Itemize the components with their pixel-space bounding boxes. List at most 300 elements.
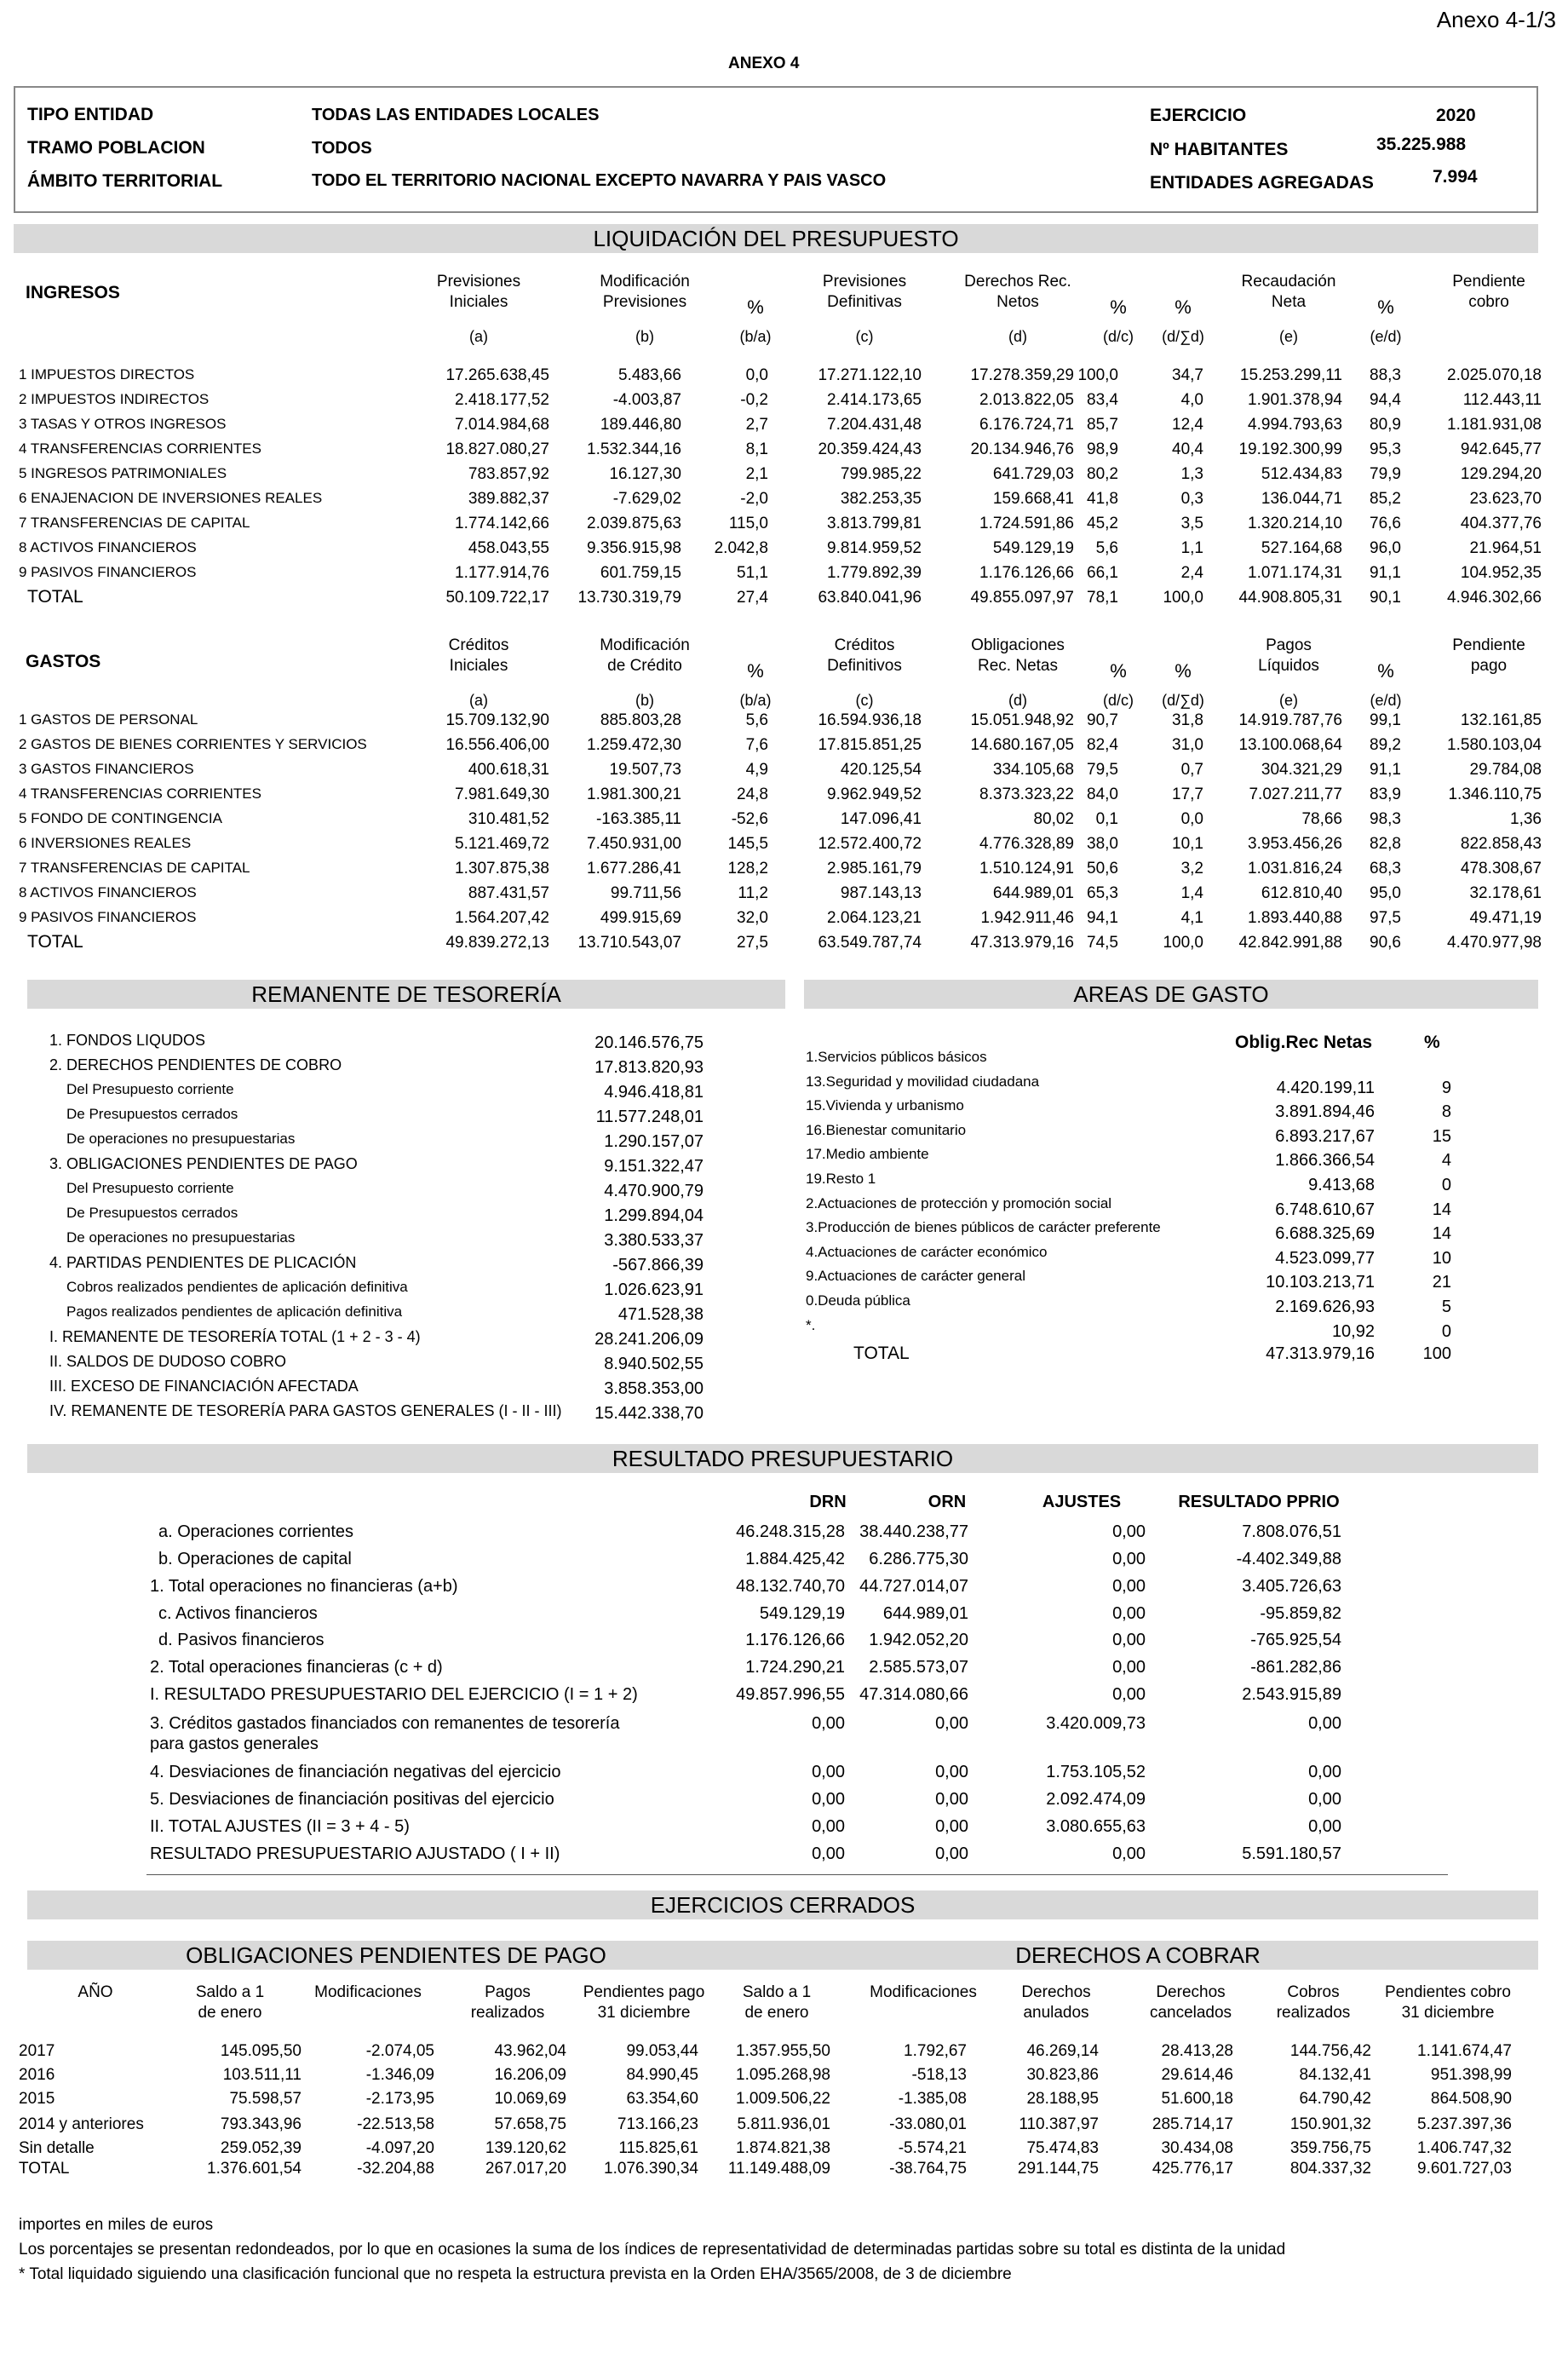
gastos_headers-header-1-0: Modificación	[600, 636, 690, 654]
gastos_rows-row-5-col-6: 38,0	[1087, 835, 1118, 853]
cerrados-header-10-1: 31 diciembre	[1401, 2004, 1495, 2022]
gastos_headers-header-8-0: %	[1377, 660, 1394, 682]
ingresos_rows-row-0-col-3: 0,0	[745, 366, 768, 384]
area-row-5-value: 9.413,68	[1308, 1176, 1375, 1194]
area-row-6-value: 6.748.610,67	[1275, 1200, 1375, 1219]
gastos_rows-row-7-col-4: 987.143,13	[840, 884, 922, 902]
remanente-row-0-label: 1. FONDOS LIQUDOS	[49, 1032, 206, 1049]
ingresos_rows-row-4-col-2: 16.127,30	[609, 465, 681, 483]
cerrados-row-3-col-9: 150.901,32	[1289, 2115, 1371, 2133]
gastos_rows-row-1-col-8: 13.100.068,64	[1238, 736, 1342, 754]
agregadas-value: 7.994	[1433, 167, 1478, 187]
remanente-row-10-label: Cobros realizados pendientes de aplicación definitiva	[66, 1279, 408, 1295]
resultado-row-8-col-2: 0,00	[935, 1763, 968, 1781]
area-row-8-value: 4.523.099,77	[1275, 1248, 1375, 1268]
ingresos_rows-row-3-col-7: 40,4	[1172, 440, 1203, 458]
ingresos_headers-header-9-1: cobro	[1468, 293, 1509, 311]
gastos_rows-row-4-col-5: 80,02	[1033, 810, 1074, 828]
ingresos_headers-header-7-2: (e)	[1279, 328, 1298, 345]
cerrados-header-9-0: Cobros	[1287, 1983, 1340, 2001]
areas-col-pct: %	[1424, 1033, 1440, 1052]
gastos_rows-row-5-col-4: 12.572.400,72	[818, 835, 922, 853]
gastos_headers-header-9-1: pago	[1470, 657, 1508, 675]
gastos_rows-row-0-col-8: 14.919.787,76	[1238, 711, 1342, 729]
resultado-row-11-col-3: 0,00	[1112, 1844, 1146, 1863]
resultado-row-2-col-4: 3.405.726,63	[1242, 1577, 1341, 1596]
ingresos_rows-row-6-col-6: 45,2	[1087, 515, 1118, 532]
resultado-bottom-rule	[146, 1874, 1448, 1875]
cerrados-row-2-col-9: 64.790,42	[1299, 2090, 1371, 2108]
cerrados-row-5-col-6: -38.764,75	[889, 2160, 967, 2178]
gastos_headers-header-4-0: Obligaciones	[971, 636, 1065, 654]
tramo-label: TRAMO POBLACION	[27, 138, 205, 158]
gastos_rows-row-2-col-5: 334.105,68	[992, 761, 1074, 779]
cerrados-row-4-col-2: -4.097,20	[365, 2139, 434, 2157]
resultado-row-11-col-1: 0,00	[812, 1844, 845, 1863]
gastos_headers-header-6-0: %	[1175, 660, 1192, 682]
ingresos_rows-row-0-col-1: 17.265.638,45	[445, 366, 549, 384]
ingresos_rows-row-9-col-10: 4.946.302,66	[1447, 589, 1542, 607]
gastos_rows-row-6-col-8: 1.031.816,24	[1248, 860, 1342, 878]
cerrados-row-5-col-2: -32.204,88	[357, 2160, 434, 2178]
gastos_headers-header-5-2: (d/c)	[1103, 692, 1134, 709]
ingresos_rows-row-6-label: 7 TRANSFERENCIAS DE CAPITAL	[19, 515, 250, 531]
gastos_rows-row-7-col-7: 1,4	[1180, 884, 1203, 902]
gastos_headers-header-3-2: (c)	[855, 692, 874, 709]
area-row-3-label: 16.Bienestar comunitario	[806, 1121, 967, 1138]
ingresos_rows-row-3-col-9: 95,3	[1370, 440, 1401, 458]
resultado-title: RESULTADO PRESUPUESTARIO	[27, 1444, 1538, 1473]
area-row-10-value: 2.169.626,93	[1275, 1298, 1375, 1316]
gastos_rows-row-6-col-1: 1.307.875,38	[455, 860, 549, 878]
resultado-row-9-col-1: 0,00	[812, 1790, 845, 1809]
ingresos_rows-row-7-col-8: 527.164,68	[1261, 539, 1342, 557]
ingresos_rows-row-7-col-7: 1,1	[1180, 539, 1203, 557]
ingresos_rows-row-8-col-1: 1.177.914,76	[455, 564, 549, 582]
cerrados-row-3-col-10: 5.237.397,36	[1417, 2115, 1512, 2133]
ingresos_rows-row-3-col-4: 20.359.424,43	[818, 440, 922, 458]
ingresos_rows-row-0-col-10: 2.025.070,18	[1447, 366, 1542, 384]
area-row-1-label: 13.Seguridad y movilidad ciudadana	[806, 1073, 1040, 1090]
ingresos_rows-row-2-col-9: 80,9	[1370, 416, 1401, 434]
cerrados-row-4-label: Sin detalle	[19, 2139, 95, 2157]
cerrados-row-1-col-2: -1.346,09	[365, 2066, 434, 2084]
ingresos_rows-row-1-col-6: 83,4	[1087, 391, 1118, 409]
gastos_rows-row-7-col-5: 644.989,01	[992, 884, 1074, 902]
ingresos_rows-row-4-col-1: 783.857,92	[468, 465, 549, 483]
gastos_rows-row-0-col-7: 31,8	[1172, 711, 1203, 729]
annex-page-label: Anexo 4-1/3	[1436, 7, 1556, 32]
ingresos_rows-row-4-col-6: 80,2	[1087, 465, 1118, 483]
ingresos_rows-row-2-label: 3 TASAS Y OTROS INGRESOS	[19, 416, 227, 432]
cerrados-row-4-col-3: 139.120,62	[485, 2139, 566, 2157]
gastos_rows-row-2-col-6: 79,5	[1087, 761, 1118, 779]
cerrados-row-1-col-1: 103.511,11	[222, 2066, 302, 2084]
remanente-row-14-value: 3.858.353,00	[604, 1379, 704, 1398]
cerrados-row-5-col-8: 425.776,17	[1152, 2160, 1233, 2178]
liquidacion-title: LIQUIDACIÓN DEL PRESUPUESTO	[14, 224, 1538, 253]
resultado-row-9-col-2: 0,00	[935, 1790, 968, 1809]
cerrados-row-4-col-10: 1.406.747,32	[1417, 2139, 1512, 2157]
note-functional: * Total liquidado siguiendo una clasificación funcional que no respeta la estructura prevista en la Orden EHA/3565/2008, de 3 de diciembre	[19, 2265, 1012, 2283]
gastos_rows-row-1-col-6: 82,4	[1087, 736, 1118, 754]
resultado-row-2-col-3: 0,00	[1112, 1577, 1146, 1596]
resultado-row-3-label: c. Activos financieros	[158, 1604, 318, 1623]
area-row-1-value: 4.420.199,11	[1276, 1078, 1375, 1097]
resultado-row-2-col-1: 48.132.740,70	[736, 1577, 845, 1596]
cerrados-header-3-0: Pagos	[485, 1983, 531, 2001]
gastos_rows-row-1-col-7: 31,0	[1172, 736, 1203, 754]
gastos_rows-row-9-col-7: 100,0	[1163, 934, 1203, 952]
ingresos_headers-header-3-1: Definitivas	[827, 293, 902, 311]
cerrados-row-3-col-5: 5.811.936,01	[737, 2115, 830, 2133]
ingresos_rows-row-8-col-5: 1.176.126,66	[979, 564, 1074, 582]
cerrados-row-3-col-8: 285.714,17	[1152, 2115, 1233, 2133]
resultado-row-0-col-2: 38.440.238,77	[859, 1522, 968, 1541]
remanente-row-7-value: 1.299.894,04	[604, 1206, 704, 1225]
ingresos_rows-row-0-col-4: 17.271.122,10	[818, 366, 922, 384]
ingresos_rows-row-7-label: 8 ACTIVOS FINANCIEROS	[19, 539, 197, 555]
ingresos_rows-row-8-col-7: 2,4	[1180, 564, 1203, 582]
cerrados-row-0-col-4: 99.053,44	[626, 2042, 698, 2060]
resultado-header-2: AJUSTES	[1042, 1493, 1122, 1511]
ingresos_headers-header-1-0: Modificación	[600, 273, 690, 291]
note-units: importes en miles de euros	[19, 2216, 214, 2234]
gastos_rows-row-9-col-2: 13.710.543,07	[577, 934, 681, 952]
cerrados-row-1-col-6: -518,13	[911, 2066, 967, 2084]
gastos_rows-row-2-col-1: 400.618,31	[468, 761, 549, 779]
ingresos_rows-row-6-col-4: 3.813.799,81	[827, 515, 922, 532]
tramo-value: TODOS	[312, 139, 372, 158]
resultado-row-6-label: I. RESULTADO PRESUPUESTARIO DEL EJERCICIO (I = 1 + 2)	[150, 1685, 638, 1704]
gastos_rows-row-6-col-2: 1.677.286,41	[587, 860, 681, 878]
ingresos_rows-row-7-col-5: 549.129,19	[992, 539, 1074, 557]
cerrados-row-5-col-5: 11.149.488,09	[727, 2160, 830, 2178]
ingresos_rows-row-3-col-8: 19.192.300,99	[1238, 440, 1342, 458]
ingresos_rows-row-0-col-2: 5.483,66	[618, 366, 681, 384]
gastos_rows-row-3-label: 4 TRANSFERENCIAS CORRIENTES	[19, 785, 261, 802]
gastos_rows-row-1-col-2: 1.259.472,30	[587, 736, 681, 754]
area-row-9-pct: 21	[1432, 1273, 1451, 1292]
gastos_rows-row-0-col-9: 99,1	[1370, 711, 1401, 729]
remanente-row-9-value: -567.866,39	[612, 1256, 704, 1275]
cerrados-row-4-col-6: -5.574,21	[898, 2139, 967, 2157]
cerrados-row-1-col-7: 30.823,86	[1026, 2066, 1099, 2084]
cerrados-row-0-label: 2017	[19, 2042, 55, 2060]
area-row-11-label: *.	[806, 1316, 816, 1333]
gastos_rows-row-4-label: 5 FONDO DE CONTINGENCIA	[19, 810, 222, 826]
ingresos_rows-row-1-col-3: -0,2	[740, 391, 768, 409]
gastos_rows-row-9-col-10: 4.470.977,98	[1447, 934, 1542, 952]
ingresos_rows-row-2-col-5: 6.176.724,71	[979, 416, 1074, 434]
gastos_rows-row-4-col-3: -52,6	[731, 810, 768, 828]
ingresos_rows-row-3-col-6: 98,9	[1087, 440, 1118, 458]
ingresos_rows-row-5-col-3: -2,0	[740, 490, 768, 508]
resultado-row-1-col-2: 6.286.775,30	[869, 1550, 968, 1568]
cerrados-row-0-col-7: 46.269,14	[1026, 2042, 1099, 2060]
gastos_rows-row-2-col-4: 420.125,54	[840, 761, 922, 779]
gastos_headers-header-1-2: (b)	[635, 692, 654, 709]
cerrados-row-2-col-4: 63.354,60	[626, 2090, 698, 2108]
areas-title: AREAS DE GASTO	[804, 980, 1538, 1009]
gastos_rows-row-0-col-10: 132.161,85	[1460, 711, 1542, 729]
ingresos_rows-row-3-col-5: 20.134.946,76	[970, 440, 1074, 458]
ingresos_headers-header-5-2: (d/c)	[1103, 328, 1134, 345]
gastos_rows-row-7-label: 8 ACTIVOS FINANCIEROS	[19, 884, 197, 901]
resultado-row-4-col-2: 1.942.052,20	[869, 1631, 968, 1649]
area-row-4-value: 1.866.366,54	[1275, 1151, 1375, 1171]
gastos_rows-row-4-col-4: 147.096,41	[840, 810, 922, 828]
resultado-row-6-col-2: 47.314.080,66	[859, 1685, 968, 1704]
ingresos_rows-row-0-col-8: 15.253.299,11	[1239, 366, 1342, 384]
gastos_rows-row-8-col-4: 2.064.123,21	[827, 909, 922, 927]
cerrados-row-1-col-8: 29.614,46	[1161, 2066, 1233, 2084]
ingresos_rows-row-6-col-2: 2.039.875,63	[587, 515, 681, 532]
resultado-row-0-label: a. Operaciones corrientes	[158, 1522, 354, 1541]
ingresos_rows-row-4-col-8: 512.434,83	[1261, 465, 1342, 483]
remanente-row-1-label: 2. DERECHOS PENDIENTES DE COBRO	[49, 1056, 342, 1073]
remanente-row-5-label: 3. OBLIGACIONES PENDIENTES DE PAGO	[49, 1155, 358, 1172]
cerrados-header-5-0: Saldo a 1	[742, 1983, 812, 2001]
gastos_headers-header-7-2: (e)	[1279, 692, 1298, 709]
ingresos_headers-header-2-2: (b/a)	[739, 328, 772, 345]
ingresos_rows-row-8-col-9: 91,1	[1370, 564, 1401, 582]
ingresos_rows-row-5-col-5: 159.668,41	[992, 490, 1074, 508]
gastos_headers-header-7-0: Pagos	[1266, 636, 1312, 654]
resultado-row-7-col-1: 0,00	[812, 1714, 845, 1733]
ingresos_rows-row-6-col-10: 404.377,76	[1460, 515, 1542, 532]
remanente-title: REMANENTE DE TESORERÍA	[27, 980, 785, 1009]
ingresos_headers-header-3-2: (c)	[855, 328, 874, 345]
ingresos_headers-header-0-2: (a)	[469, 328, 488, 345]
resultado-row-1-col-1: 1.884.425,42	[745, 1550, 845, 1568]
ingresos_rows-row-6-col-7: 3,5	[1180, 515, 1203, 532]
gastos_rows-row-1-col-10: 1.580.103,04	[1447, 736, 1542, 754]
ingresos_rows-row-8-col-4: 1.779.892,39	[827, 564, 922, 582]
gastos_headers-header-3-0: Créditos	[834, 636, 895, 654]
area-row-11-pct: 0	[1441, 1321, 1451, 1341]
ingresos_rows-row-9-col-3: 27,4	[737, 589, 768, 607]
ejercicio-label: EJERCICIO	[1150, 106, 1247, 125]
ingresos_rows-row-4-col-5: 641.729,03	[992, 465, 1074, 483]
gastos_rows-row-0-label: 1 GASTOS DE PERSONAL	[19, 711, 198, 728]
gastos_rows-row-1-col-3: 7,6	[745, 736, 768, 754]
gastos_rows-row-9-col-9: 90,6	[1370, 934, 1401, 952]
resultado-row-8-col-4: 0,00	[1308, 1763, 1341, 1781]
gastos_rows-row-5-col-1: 5.121.469,72	[455, 835, 549, 853]
gastos_rows-row-0-col-3: 5,6	[745, 711, 768, 729]
gastos_rows-row-5-label: 6 INVERSIONES REALES	[19, 835, 192, 851]
gastos_rows-row-1-col-4: 17.815.851,25	[818, 736, 922, 754]
gastos_rows-row-9-col-3: 27,5	[737, 934, 768, 952]
resultado-row-4-label: d. Pasivos financieros	[158, 1631, 325, 1649]
ingresos_rows-row-2-col-10: 1.181.931,08	[1447, 416, 1542, 434]
cerrados-row-5-col-3: 267.017,20	[485, 2160, 566, 2178]
ingresos_headers-header-7-1: Neta	[1271, 293, 1307, 311]
ingresos_rows-row-9-col-5: 49.855.097,97	[970, 589, 1074, 607]
resultado-row-4-col-4: -765.925,54	[1250, 1631, 1341, 1649]
gastos_headers-header-1-1: de Crédito	[607, 657, 682, 675]
cerrados-row-1-col-10: 951.398,99	[1430, 2066, 1512, 2084]
gastos_rows-row-6-label: 7 TRANSFERENCIAS DE CAPITAL	[19, 860, 250, 876]
remanente-row-4-label: De operaciones no presupuestarias	[66, 1131, 296, 1147]
cerrados-row-3-col-1: 793.343,96	[220, 2115, 302, 2133]
area-row-6-pct: 14	[1432, 1200, 1451, 1219]
ingresos_rows-row-1-col-2: -4.003,87	[612, 391, 681, 409]
ingresos_rows-row-0-col-6: 100,0	[1077, 366, 1118, 384]
tipo-entidad-label: TIPO ENTIDAD	[27, 105, 154, 124]
derechos-title: DERECHOS A COBRAR	[738, 1941, 1538, 1970]
gastos_rows-row-7-col-6: 65,3	[1087, 884, 1118, 902]
gastos_rows-row-4-col-7: 0,0	[1180, 810, 1203, 828]
gastos_rows-row-6-col-10: 478.308,67	[1460, 860, 1542, 878]
gastos_rows-row-8-label: 9 PASIVOS FINANCIEROS	[19, 909, 197, 925]
remanente-row-10-value: 1.026.623,91	[604, 1280, 704, 1299]
ingresos_rows-row-7-col-9: 96,0	[1370, 539, 1401, 557]
gastos_headers-header-8-2: (e/d)	[1370, 692, 1402, 709]
ingresos_rows-row-7-col-2: 9.356.915,98	[587, 539, 681, 557]
cerrados-row-3-col-2: -22.513,58	[357, 2115, 434, 2133]
cerrados-row-5-col-1: 1.376.601,54	[207, 2160, 302, 2178]
areas-col-oblig: Oblig.Rec Netas	[1235, 1033, 1373, 1052]
gastos_rows-row-1-col-5: 14.680.167,05	[970, 736, 1074, 754]
gastos_rows-row-0-col-5: 15.051.948,92	[970, 711, 1074, 729]
tipo-entidad-value: TODAS LAS ENTIDADES LOCALES	[312, 106, 600, 124]
cerrados-row-1-label: 2016	[19, 2066, 55, 2084]
ingresos-label: INGRESOS	[26, 283, 120, 302]
resultado-row-4-col-3: 0,00	[1112, 1631, 1146, 1649]
ingresos_rows-row-2-col-7: 12,4	[1172, 416, 1203, 434]
cerrados-header-9-1: realizados	[1276, 2004, 1351, 2022]
ingresos_headers-header-1-2: (b)	[635, 328, 654, 345]
gastos_rows-row-8-col-8: 1.893.440,88	[1248, 909, 1342, 927]
gastos_rows-row-9-col-8: 42.842.991,88	[1238, 934, 1342, 952]
gastos_rows-row-3-col-10: 1.346.110,75	[1448, 785, 1542, 803]
remanente-row-9-label: 4. PARTIDAS PENDIENTES DE PLICACIÓN	[49, 1254, 357, 1271]
ingresos_rows-row-8-col-8: 1.071.174,31	[1248, 564, 1342, 582]
cerrados-row-2-label: 2015	[19, 2090, 55, 2108]
area-row-2-value: 3.891.894,46	[1275, 1102, 1375, 1122]
remanente-row-4-value: 1.290.157,07	[604, 1132, 704, 1151]
gastos_rows-row-6-col-9: 68,3	[1370, 860, 1401, 878]
ingresos_rows-row-9-col-4: 63.840.041,96	[818, 589, 922, 607]
ingresos_rows-row-2-col-4: 7.204.431,48	[827, 416, 922, 434]
cerrados-row-0-col-8: 28.413,28	[1161, 2042, 1233, 2060]
ingresos_rows-row-9-col-9: 90,1	[1370, 589, 1401, 607]
resultado-row-2-label: 1. Total operaciones no financieras (a+b)	[150, 1577, 458, 1596]
cerrados-row-4-col-5: 1.874.821,38	[736, 2139, 830, 2157]
remanente-row-0-value: 20.146.576,75	[594, 1033, 704, 1052]
cerrados-row-1-col-5: 1.095.268,98	[736, 2066, 830, 2084]
resultado-row-9-col-4: 0,00	[1308, 1790, 1341, 1809]
area-row-3-pct: 15	[1432, 1126, 1451, 1146]
ingresos_headers-header-0-0: Previsiones	[436, 273, 521, 291]
cerrados-row-2-col-6: -1.385,08	[898, 2090, 967, 2108]
gastos_rows-row-5-col-5: 4.776.328,89	[979, 835, 1074, 853]
area-row-7-value: 6.688.325,69	[1275, 1224, 1375, 1244]
ingresos_rows-row-7-col-6: 5,6	[1095, 539, 1118, 557]
area-row-8-label: 4.Actuaciones de carácter económico	[806, 1243, 1048, 1260]
area-row-4-pct: 4	[1441, 1151, 1451, 1171]
remanente-row-15-value: 15.442.338,70	[594, 1404, 704, 1423]
cerrados-row-1-col-4: 84.990,45	[626, 2066, 698, 2084]
gastos_rows-row-6-col-6: 50,6	[1087, 860, 1118, 878]
resultado-row-7-label: 3. Créditos gastados financiados con remanentes de tesorería	[150, 1714, 620, 1733]
ingresos_rows-row-9-col-7: 100,0	[1163, 589, 1203, 607]
cerrados-row-0-col-1: 145.095,50	[220, 2042, 302, 2060]
remanente-row-5-value: 9.151.322,47	[604, 1157, 704, 1176]
ingresos_rows-row-4-col-7: 1,3	[1180, 465, 1203, 483]
cerrados-row-1-col-9: 84.132,41	[1299, 2066, 1371, 2084]
ingresos_headers-header-9-0: Pendiente	[1452, 273, 1525, 291]
gastos_rows-row-8-col-2: 499.915,69	[600, 909, 681, 927]
gastos_rows-row-1-col-9: 89,2	[1370, 736, 1401, 754]
gastos_rows-row-5-col-10: 822.858,43	[1460, 835, 1542, 853]
area-row-9-value: 10.103.213,71	[1266, 1273, 1375, 1292]
ambito-label: ÁMBITO TERRITORIAL	[27, 171, 223, 191]
area-row-9-label: 9.Actuaciones de carácter general	[806, 1268, 1025, 1285]
area-row-4-label: 17.Medio ambiente	[806, 1146, 929, 1163]
ingresos_rows-row-5-col-1: 389.882,37	[468, 490, 549, 508]
gastos_rows-row-7-col-1: 887.431,57	[468, 884, 549, 902]
resultado-row-4-col-1: 1.176.126,66	[745, 1631, 845, 1649]
cerrados-row-2-col-5: 1.009.506,22	[736, 2090, 830, 2108]
gastos_headers-header-0-1: Iniciales	[449, 657, 508, 675]
gastos_rows-row-4-col-2: -163.385,11	[595, 810, 681, 828]
remanente-row-11-value: 471.528,38	[617, 1305, 704, 1324]
gastos_headers-header-5-0: %	[1110, 660, 1127, 682]
resultado-row-1-label: b. Operaciones de capital	[158, 1550, 352, 1568]
resultado-row-0-col-3: 0,00	[1112, 1522, 1146, 1541]
ingresos_rows-row-8-col-2: 601.759,15	[600, 564, 681, 582]
resultado-row-11-col-4: 5.591.180,57	[1242, 1844, 1341, 1863]
cerrados-row-4-col-8: 30.434,08	[1161, 2139, 1233, 2157]
ingresos_rows-row-8-col-10: 104.952,35	[1460, 564, 1542, 582]
remanente-row-2-value: 4.946.418,81	[604, 1083, 704, 1102]
ingresos_headers-header-1-1: Previsiones	[602, 293, 687, 311]
gastos_rows-row-2-col-10: 29.784,08	[1469, 761, 1542, 779]
resultado-row-1-col-4: -4.402.349,88	[1236, 1550, 1341, 1568]
resultado-row-10-col-1: 0,00	[812, 1817, 845, 1836]
ingresos_rows-row-8-col-3: 51,1	[737, 564, 768, 582]
gastos_rows-row-7-col-8: 612.810,40	[1261, 884, 1342, 902]
gastos_rows-row-3-col-2: 1.981.300,21	[587, 785, 681, 803]
ingresos_rows-row-9-col-2: 13.730.319,79	[577, 589, 681, 607]
cerrados-header-4-1: 31 diciembre	[597, 2004, 691, 2022]
gastos_rows-row-8-col-9: 97,5	[1370, 909, 1401, 927]
remanente-row-6-value: 4.470.900,79	[604, 1182, 704, 1200]
ingresos_rows-row-3-col-2: 1.532.344,16	[587, 440, 681, 458]
cerrados-header-4-0: Pendientes pago	[583, 1983, 705, 2001]
habitantes-label: Nº HABITANTES	[1150, 140, 1289, 159]
ingresos_rows-row-3-col-1: 18.827.080,27	[445, 440, 549, 458]
resultado-row-10-col-3: 3.080.655,63	[1046, 1817, 1146, 1836]
cerrados-row-5-col-4: 1.076.390,34	[604, 2160, 698, 2178]
ingresos_rows-row-1-label: 2 IMPUESTOS INDIRECTOS	[19, 391, 210, 407]
ingresos_headers-header-8-0: %	[1377, 296, 1394, 318]
areas-total-pct: 100	[1422, 1344, 1451, 1363]
cerrados-row-2-col-2: -2.173,95	[365, 2090, 434, 2108]
ingresos_rows-row-1-col-9: 94,4	[1370, 391, 1401, 409]
cerrados-row-3-label: 2014 y anteriores	[19, 2115, 144, 2133]
cerrados-row-3-col-3: 57.658,75	[494, 2115, 566, 2133]
gastos_rows-row-4-col-8: 78,66	[1301, 810, 1342, 828]
ingresos_rows-row-2-col-2: 189.446,80	[600, 416, 681, 434]
resultado-row-0-col-4: 7.808.076,51	[1242, 1522, 1341, 1541]
gastos_rows-row-8-col-1: 1.564.207,42	[455, 909, 549, 927]
resultado-row-6-col-4: 2.543.915,89	[1242, 1685, 1341, 1704]
gastos_rows-row-6-col-4: 2.985.161,79	[827, 860, 922, 878]
